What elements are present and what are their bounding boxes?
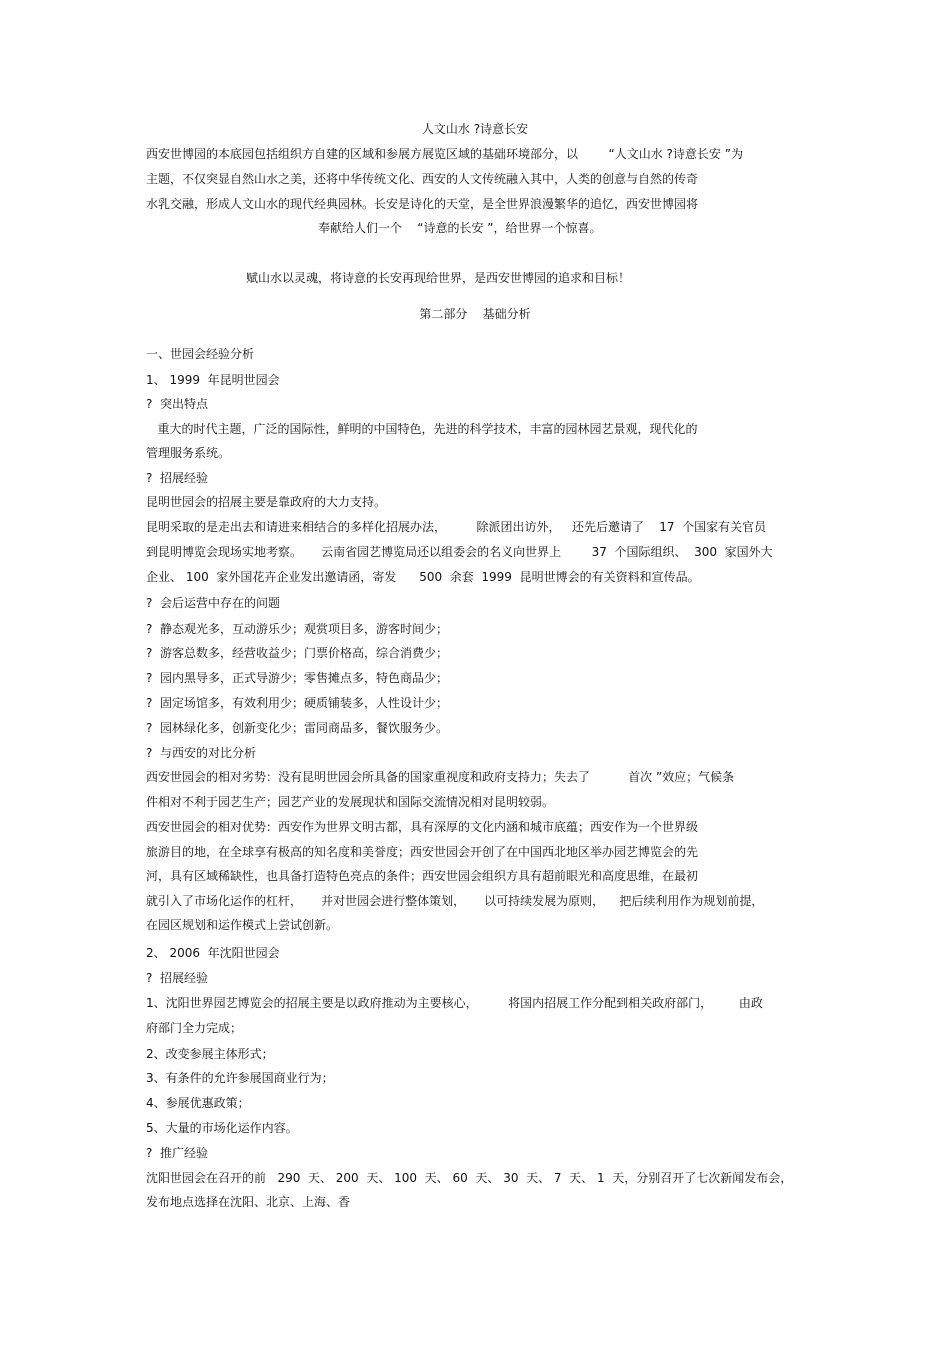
list-item: ? 园林绿化多，创新变化少；雷同商品多，餐饮服务少。 — [146, 721, 449, 735]
intro-line-1: 西安世博园的本底园包括组织方自建的区域和参展方展览区域的基础环境部分，以 “人文山水 ?诗意长安 ”为 — [146, 147, 743, 161]
paragraph-line: 昆明世园会的招展主要是靠政府的大力支持。 — [146, 495, 387, 509]
list-item: 3、有条件的允许参展国商业行为； — [146, 1071, 334, 1085]
paragraph-line: 沈阳世园会在召开的前 290 天、 200 天、 100 天、 60 天、 30 天、 7 天、 1 天，分别召开了七次新闻发布会， — [146, 1171, 793, 1185]
part-title: 第二部分 基础分析 — [419, 307, 531, 321]
list-item: 1、沈阳世界园艺博览会的招展主要是以政府推动为主要核心， 将国内招展工作分配到相关政府部门， 由政 — [146, 996, 763, 1010]
bullet-heading: ? 招展经验 — [146, 471, 208, 485]
paragraph-line: 河，具有区域稀缺性，也具备打造特色亮点的条件；西安世园会组织方具有超前眼光和高度思维，在最初 — [146, 869, 699, 883]
intro-line-3: 水乳交融，形成人文山水的现代经典园林。长安是诗化的天堂，是全世界浪漫繁华的追忆，西安世博园将 — [146, 197, 699, 211]
list-item: 2、改变参展主体形式； — [146, 1047, 274, 1061]
paragraph-line: 就引入了市场化运作的杠杆， 并对世园会进行整体策划， 以可持续发展为原则， 把后续利用作为规划前提， — [146, 894, 764, 908]
slogan: 赋山水以灵魂，将诗意的长安再现给世界，是西安世博园的追求和目标！ — [246, 271, 631, 285]
intro-line-2: 主题，不仅突显自然山水之美，还将中华传统文化、西安的人文传统融入其中，人类的创意与自然的传奇 — [146, 172, 699, 186]
intro-line-4: 奉献给人们一个 “诗意的长安 ”，给世界一个惊喜。 — [318, 221, 602, 235]
list-item: ? 固定场馆多，有效利用少；硬质铺装多，人性设计少； — [146, 696, 449, 710]
paragraph-line: 件相对不利于园艺生产；园艺产业的发展现状和国际交流情况相对昆明较弱。 — [146, 795, 555, 809]
paragraph-line: 企业、 100 家外国花卉企业发出邀请函，寄发 500 余套 1999 昆明世博会的有关资料和宣传品。 — [146, 570, 700, 584]
paragraph-line: 西安世园会的相对优势：西安作为世界文明古都，具有深厚的文化内涵和城市底蕴；西安作为一个世界级 — [146, 820, 699, 834]
bullet-heading: ? 会后运营中存在的问题 — [146, 596, 280, 610]
list-item: 5、大量的市场化运作内容。 — [146, 1121, 298, 1135]
list-item: 府部门全力完成； — [146, 1021, 243, 1035]
paragraph-line: 发布地点选择在沈阳、北京、上海、香 — [146, 1195, 351, 1209]
subsection-heading: 2、 2006 年沈阳世园会 — [146, 946, 280, 960]
paragraph-line: 到昆明博览会现场实地考察。 云南省园艺博览局还以组委会的名义向世界上 37 个国际组织、 300 家国外大 — [146, 545, 773, 559]
bullet-heading: ? 推广经验 — [146, 1146, 208, 1160]
paragraph-line: 重大的时代主题，广泛的国际性，鲜明的中国特色，先进的科学技术，丰富的园林园艺景观，现代化的 — [146, 422, 698, 436]
bullet-heading: ? 突出特点 — [146, 397, 208, 411]
bullet-heading: ? 与西安的对比分析 — [146, 746, 256, 760]
subsection-heading: 1、 1999 年昆明世园会 — [146, 373, 280, 387]
paragraph-line: 昆明采取的是走出去和请进来相结合的多样化招展办法， 除派团出访外， 还先后邀请了 17 个国家有关官员 — [146, 520, 767, 534]
doc-title: 人文山水 ?诗意长安 — [421, 122, 529, 136]
list-item: 4、参展优惠政策； — [146, 1096, 250, 1110]
paragraph-line: 管理服务系统。 — [146, 446, 231, 460]
paragraph-line: 西安世园会的相对劣势：没有昆明世园会所具备的国家重视度和政府支持力；失去了 首次 ”效应；气候条 — [146, 770, 735, 784]
paragraph-line: 在园区规划和运作模式上尝试创新。 — [146, 918, 339, 932]
list-item: ? 静态观光多，互动游乐少；观赏项目多，游客时间少； — [146, 622, 449, 636]
section-heading: 一、世园会经验分析 — [146, 347, 255, 361]
list-item: ? 游客总数多，经营收益少；门票价格高，综合消费少； — [146, 646, 449, 660]
list-item: ? 园内黑导多，正式导游少；零售摊点多，特色商品少； — [146, 671, 449, 685]
bullet-heading: ? 招展经验 — [146, 971, 208, 985]
paragraph-line: 旅游目的地，在全球享有极高的知名度和美誉度；西安世园会开创了在中国西北地区举办园艺博览会的先 — [146, 845, 699, 859]
